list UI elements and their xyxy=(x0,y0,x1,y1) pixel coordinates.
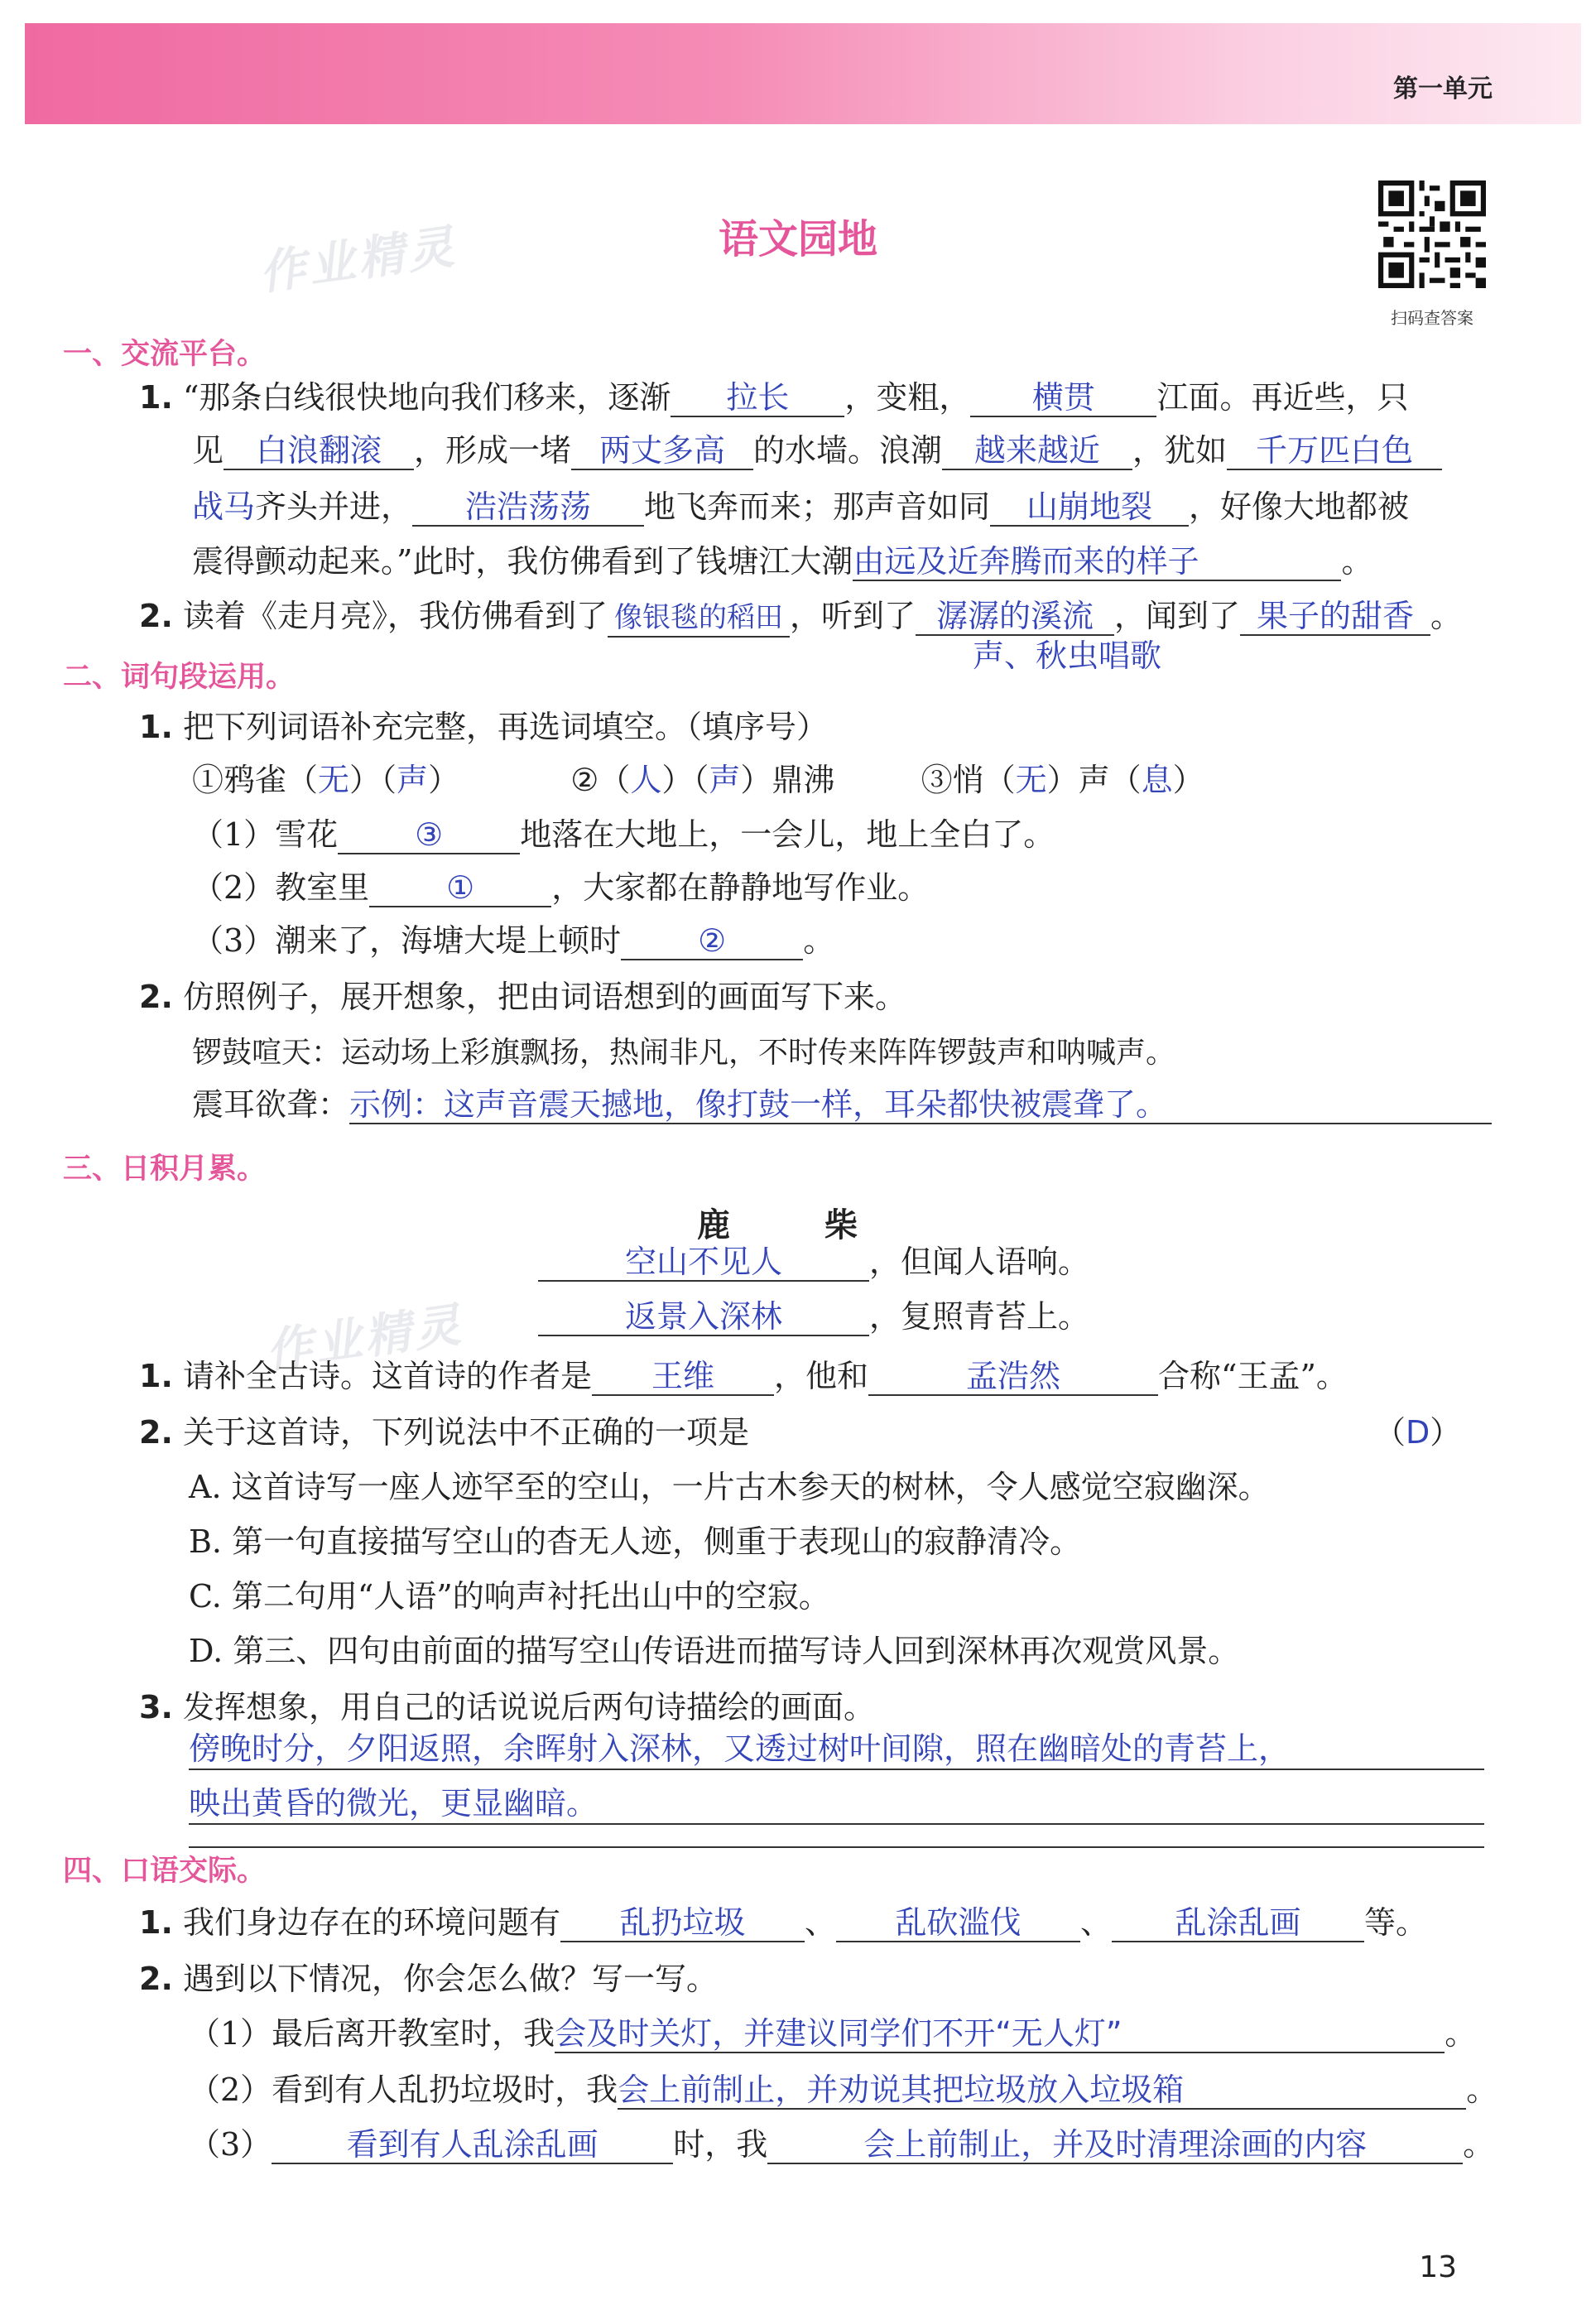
fill-3: （3）潮来了，海塘大堤上顿时 ② 。 xyxy=(192,922,835,959)
example-text: 锣鼓喧天：运动场上彩旗飘扬，热闹非凡，不时传来阵阵锣鼓声和呐喊声。 xyxy=(192,1036,1176,1070)
p4q2-line-1: （1）最后离开教室时，我会及时关灯，并建议同学们不开“无人灯” 。 xyxy=(189,2015,1477,2052)
section-heading-3: 三、日积月累。 xyxy=(63,1153,267,1186)
answer: 示例：这声音震天撼地，像打鼓一样，耳朵都快被震聋了。 xyxy=(349,1086,1168,1123)
watermark: 作业精灵 xyxy=(256,219,460,301)
page-title: 语文园地 xyxy=(718,216,877,262)
page-number: 13 xyxy=(1419,2250,1457,2284)
answer: 像银毯的稻田 xyxy=(614,601,783,634)
poem-line-2: 返景入深林 ，复照青苔上。 xyxy=(538,1298,1089,1336)
q1-line-3: 战马齐头并进， 浩浩荡荡 地飞奔而来；那声音如同 山崩地裂 ，好像大地都被 xyxy=(192,488,1410,525)
answer: 白浪翻滚 xyxy=(256,432,382,469)
p3q3-answer-2: 映出黄昏的微光，更显幽暗。 xyxy=(189,1783,1484,1825)
p4q2-line-2: （2）看到有人乱扔垃圾时，我会上前制止，并劝说其把垃圾放入垃圾箱 。 xyxy=(189,2072,1498,2108)
q2-line-2 xyxy=(973,638,1161,674)
p3q3-answer-1: 傍晚时分，夕阳返照，余晖射入深林，又透过树叶间隙，照在幽暗处的青苔上， xyxy=(189,1729,1484,1770)
poem-line-1: 空山不见人 ，但闻人语响。 xyxy=(538,1244,1089,1282)
fill-1: （1）雪花 ③ 地落在大地上，一会儿，地上全白了。 xyxy=(192,816,1055,853)
option-a: A. 这首诗写一座人迹罕至的空山，一片古木参天的树林，令人感觉空寂幽深。 xyxy=(189,1469,1270,1505)
answer: 声、秋虫唱歌 xyxy=(973,638,1162,674)
p4q1: 1. 我们身边存在的环境问题有 乱扔垃圾 、 乱砍滥伐 、 乱涂乱画 等。 xyxy=(139,1904,1428,1941)
unit-label: 第一单元 xyxy=(1393,75,1493,103)
section-heading-2: 二、词句段运用。 xyxy=(63,661,296,694)
poem-title: 鹿 柴 xyxy=(697,1206,899,1244)
answer: 越来越近 xyxy=(974,432,1101,469)
answer: 潺潺的溪流 xyxy=(936,598,1094,634)
qr-code-icon[interactable] xyxy=(1378,180,1486,288)
answer: 山崩地裂 xyxy=(1026,488,1153,525)
p3q3: 3. 发挥想象，用自己的话说说后两句诗描绘的画面。 xyxy=(139,1689,875,1725)
p4q2: 2. 遇到以下情况，你会怎么做？写一写。 xyxy=(139,1961,718,1997)
answer: 果子的甜香 xyxy=(1257,598,1415,634)
option-b: B. 第一句直接描写空山的杳无人迹，侧重于表现山的寂静清冷。 xyxy=(189,1523,1082,1560)
fill-2: （2）教室里 ① ，大家都在静静地写作业。 xyxy=(192,869,930,906)
q1-line-4: 震得颤动起来。”此时，我仿佛看到了钱塘江大潮由远及近奔腾而来的样子 。 xyxy=(192,543,1373,580)
answer: 浩浩荡荡 xyxy=(465,488,592,525)
p3q2: 2. 关于这首诗，下列说法中不正确的一项是 xyxy=(139,1414,749,1451)
p2q1-instruction: 1. 把下列词语补充完整，再选词填空。（填序号） xyxy=(139,709,828,745)
p4q2-line-3: （3） 看到有人乱涂乱画 时，我 会上前制止，并及时清理涂画的内容 。 xyxy=(189,2126,1495,2163)
answer: 拉长 xyxy=(726,379,790,416)
p3q3-answer-blank xyxy=(189,1825,1484,1848)
answer: 战马 xyxy=(192,488,256,525)
answer: 千万匹白色 xyxy=(1256,432,1414,469)
p2q2-answer-line: 震耳欲聋：示例：这声音震天撼地，像打鼓一样，耳朵都快被震聋了。 xyxy=(192,1086,1492,1124)
option-c: C. 第二句用“人语”的响声衬托出山中的空寂。 xyxy=(189,1578,830,1615)
option-d: D. 第三、四句由前面的描写空山传语进而描写诗人回到深林再次观赏风景。 xyxy=(189,1633,1240,1669)
q2-line-1: 2. 读着《走月亮》，我仿佛看到了 像银毯的稻田 ，听到了 潺潺的溪流 ，闻到了 果子的甜香 。 xyxy=(139,598,1462,638)
section-heading-1: 一、交流平台。 xyxy=(63,338,267,371)
q1-line-2: 见 白浪翻滚 ，形成一堵 两丈多高 的水墙。浪潮 越来越近 ，犹如 千万匹白色 xyxy=(192,432,1442,470)
p3q1: 1. 请补全古诗。这首诗的作者是 王维 ，他和 孟浩然 合称“王孟”。 xyxy=(139,1358,1348,1394)
q1-line-1: 1. “那条白线很快地向我们移来，逐渐 拉长 ，变粗， 横贯 江面。再近些，只 xyxy=(139,379,1409,416)
word-list: ①鸦雀（无）（声） ②（人）（声）鼎沸 ③悄（无）声（息） xyxy=(192,762,1204,798)
qr-caption: 扫码查答案 xyxy=(1391,308,1473,328)
p2q2-instruction: 2. 仿照例子，展开想象，把由词语想到的画面写下来。 xyxy=(139,979,906,1015)
section-heading-4: 四、口语交际。 xyxy=(63,1855,267,1888)
watermark: 作业精灵 xyxy=(262,1297,467,1379)
answer: 两丈多高 xyxy=(599,432,726,469)
p3q2-answer-paren: （D） xyxy=(1374,1414,1462,1451)
answer: 横贯 xyxy=(1031,379,1095,416)
header-banner xyxy=(25,23,1581,124)
answer: 由远及近奔腾而来的样子 xyxy=(853,543,1199,580)
